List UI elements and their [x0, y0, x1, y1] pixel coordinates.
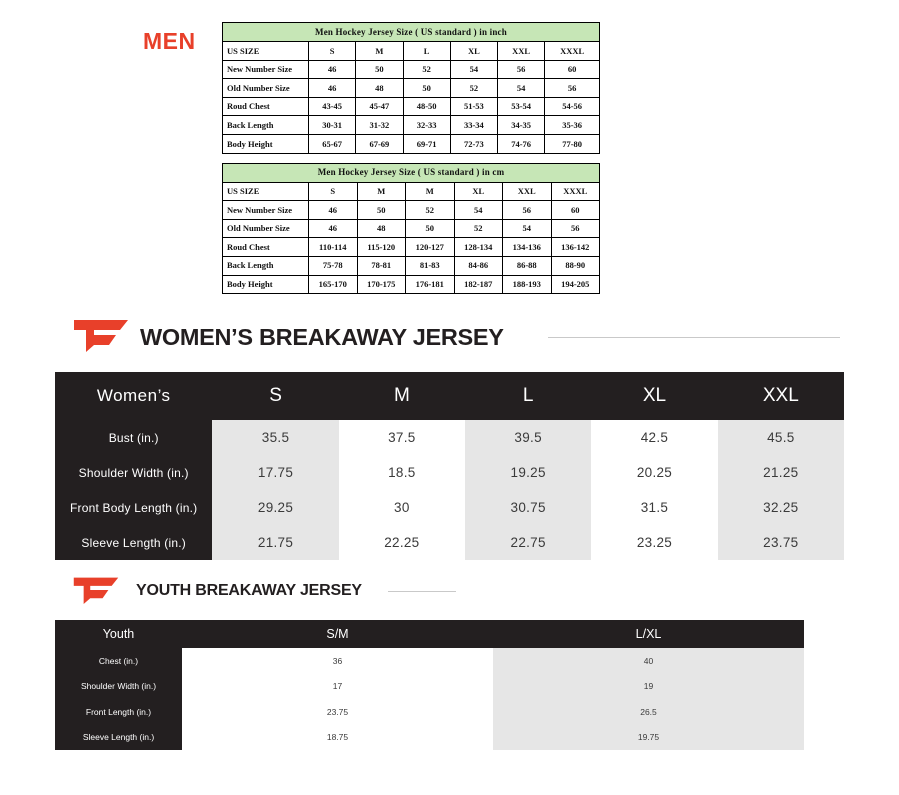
cell: 78-81 [357, 256, 406, 275]
table-row [223, 201, 600, 220]
row-label: Old Number Size [223, 219, 309, 238]
cell: 34-35 [498, 116, 545, 135]
cell: 18.75 [182, 725, 493, 751]
cell: 110-114 [309, 238, 358, 257]
cell: 40 [493, 648, 804, 674]
cell: 48-50 [403, 97, 450, 116]
cell: 19.75 [493, 725, 804, 751]
cell: 50 [403, 79, 450, 98]
table-row [223, 275, 600, 294]
header-cell: L [403, 42, 450, 61]
size-header-m: M [339, 372, 465, 420]
cell: 74-76 [498, 134, 545, 153]
cell: 18.5 [339, 455, 465, 490]
header-cell: XXXL [545, 42, 600, 61]
cell: 22.25 [339, 525, 465, 560]
cell: 22.75 [465, 525, 591, 560]
table-row [55, 490, 844, 525]
womens-size-table [55, 372, 844, 560]
heading-rule [548, 337, 840, 338]
men-label: MEN [143, 28, 196, 54]
row-label: Chest (in.) [55, 648, 182, 674]
cell: 194-205 [551, 275, 600, 294]
header-cell: M [356, 42, 403, 61]
cell: 54 [450, 60, 497, 79]
womens-corner-label: Women’s [55, 372, 212, 420]
cell: 50 [406, 219, 455, 238]
size-header-xxl: XXL [718, 372, 844, 420]
men-size-table-cm [222, 163, 600, 295]
cell: 42.5 [591, 420, 717, 455]
men-size-table-inch [222, 22, 600, 154]
men-tables [222, 22, 600, 294]
cell: 134-136 [503, 238, 552, 257]
table-header-row [55, 620, 804, 648]
header-cell: XXL [498, 42, 545, 61]
table-row [223, 256, 600, 275]
size-header-s: S [212, 372, 338, 420]
cell: 43-45 [309, 97, 356, 116]
youth-section-heading: YOUTH BREAKAWAY JERSEY [136, 582, 362, 599]
cell: 39.5 [465, 420, 591, 455]
cell: 26.5 [493, 699, 804, 725]
header-cell: XL [454, 182, 503, 201]
cell: 23.25 [591, 525, 717, 560]
row-label: Body Height [223, 275, 309, 294]
row-label: New Number Size [223, 201, 309, 220]
table-row [55, 420, 844, 455]
cell: 32-33 [403, 116, 450, 135]
cell: 33-34 [450, 116, 497, 135]
cell: 21.75 [212, 525, 338, 560]
size-header-l: L [465, 372, 591, 420]
table-row [223, 60, 600, 79]
fanatics-logo-icon-youth [72, 576, 112, 608]
table-row [223, 79, 600, 98]
cell: 45-47 [356, 97, 403, 116]
row-label: Back Length [223, 256, 309, 275]
cell: 84-86 [454, 256, 503, 275]
cell: 31-32 [356, 116, 403, 135]
row-label: New Number Size [223, 60, 309, 79]
table-row [55, 725, 804, 751]
cell: 182-187 [454, 275, 503, 294]
cell: 35-36 [545, 116, 600, 135]
cell: 54 [498, 79, 545, 98]
cell: 86-88 [503, 256, 552, 275]
row-label: Front Body Length (in.) [55, 490, 212, 525]
cell: 29.25 [212, 490, 338, 525]
table-row [55, 525, 844, 560]
youth-corner-label: Youth [55, 620, 182, 648]
row-label: Body Height [223, 134, 309, 153]
men-section [0, 0, 899, 310]
cell: 45.5 [718, 420, 844, 455]
cell: 128-134 [454, 238, 503, 257]
cell: 56 [551, 219, 600, 238]
header-cell: M [406, 182, 455, 201]
table-gap [222, 154, 600, 163]
cell: 56 [545, 79, 600, 98]
cell: 32.25 [718, 490, 844, 525]
cell: 23.75 [182, 699, 493, 725]
header-cell: US SIZE [223, 182, 309, 201]
row-label: Sleeve Length (in.) [55, 725, 182, 751]
cell: 37.5 [339, 420, 465, 455]
row-label: Back Length [223, 116, 309, 135]
table-row [223, 97, 600, 116]
cell: 65-67 [309, 134, 356, 153]
header-cell: XL [450, 42, 497, 61]
table-row [223, 116, 600, 135]
header-cell: XXL [503, 182, 552, 201]
table-header-row [55, 372, 844, 420]
cell: 52 [450, 79, 497, 98]
cell: 69-71 [403, 134, 450, 153]
cell: 35.5 [212, 420, 338, 455]
table-row [55, 699, 804, 725]
header-cell: S [309, 182, 358, 201]
cell: 46 [309, 201, 358, 220]
header-cell: M [357, 182, 406, 201]
cell: 60 [545, 60, 600, 79]
cell: 50 [356, 60, 403, 79]
cell: 67-69 [356, 134, 403, 153]
cell: 81-83 [406, 256, 455, 275]
cell: 165-170 [309, 275, 358, 294]
cell: 30.75 [465, 490, 591, 525]
cell: 48 [357, 219, 406, 238]
cell: 188-193 [503, 275, 552, 294]
size-header-xl: XL [591, 372, 717, 420]
cell: 36 [182, 648, 493, 674]
row-label: Shoulder Width (in.) [55, 674, 182, 700]
cell: 52 [454, 219, 503, 238]
table-header-row [223, 42, 600, 61]
header-cell: S [309, 42, 356, 61]
table-row [223, 238, 600, 257]
row-label: Front Length (in.) [55, 699, 182, 725]
cell: 46 [309, 60, 356, 79]
men-inch-title: Men Hockey Jersey Size ( US standard ) in inch [223, 23, 600, 42]
table-row [55, 648, 804, 674]
cell: 136-142 [551, 238, 600, 257]
cell: 46 [309, 79, 356, 98]
cell: 60 [551, 201, 600, 220]
table-header-row [223, 182, 600, 201]
table-row [223, 134, 600, 153]
cell: 54 [503, 219, 552, 238]
header-cell: US SIZE [223, 42, 309, 61]
cell: 72-73 [450, 134, 497, 153]
cell: 54 [454, 201, 503, 220]
table-row [55, 455, 844, 490]
row-label: Bust (in.) [55, 420, 212, 455]
cell: 30-31 [309, 116, 356, 135]
cell: 77-80 [545, 134, 600, 153]
row-label: Old Number Size [223, 79, 309, 98]
cell: 48 [356, 79, 403, 98]
cell: 50 [357, 201, 406, 220]
row-label: Roud Chest [223, 238, 309, 257]
cell: 88-90 [551, 256, 600, 275]
cell: 17.75 [212, 455, 338, 490]
cell: 52 [403, 60, 450, 79]
size-header-lxl: L/XL [493, 620, 804, 648]
cell: 115-120 [357, 238, 406, 257]
cell: 120-127 [406, 238, 455, 257]
cell: 53-54 [498, 97, 545, 116]
table-row [55, 674, 804, 700]
table-title-row [223, 163, 600, 182]
cell: 170-175 [357, 275, 406, 294]
cell: 31.5 [591, 490, 717, 525]
cell: 20.25 [591, 455, 717, 490]
size-header-sm: S/M [182, 620, 493, 648]
header-cell: XXXL [551, 182, 600, 201]
cell: 46 [309, 219, 358, 238]
men-cm-title: Men Hockey Jersey Size ( US standard ) in cm [223, 163, 600, 182]
heading-rule-youth [388, 591, 456, 592]
cell: 23.75 [718, 525, 844, 560]
cell: 56 [503, 201, 552, 220]
cell: 30 [339, 490, 465, 525]
cell: 54-56 [545, 97, 600, 116]
cell: 52 [406, 201, 455, 220]
cell: 19.25 [465, 455, 591, 490]
cell: 19 [493, 674, 804, 700]
cell: 176-181 [406, 275, 455, 294]
fanatics-logo-icon [72, 318, 112, 350]
cell: 56 [498, 60, 545, 79]
row-label: Sleeve Length (in.) [55, 525, 212, 560]
cell: 17 [182, 674, 493, 700]
cell: 75-78 [309, 256, 358, 275]
row-label: Shoulder Width (in.) [55, 455, 212, 490]
table-row [223, 219, 600, 238]
table-title-row [223, 23, 600, 42]
row-label: Roud Chest [223, 97, 309, 116]
cell: 51-53 [450, 97, 497, 116]
cell: 21.25 [718, 455, 844, 490]
youth-size-table [55, 620, 804, 750]
womens-section-heading: WOMEN’S BREAKAWAY JERSEY [140, 324, 504, 350]
